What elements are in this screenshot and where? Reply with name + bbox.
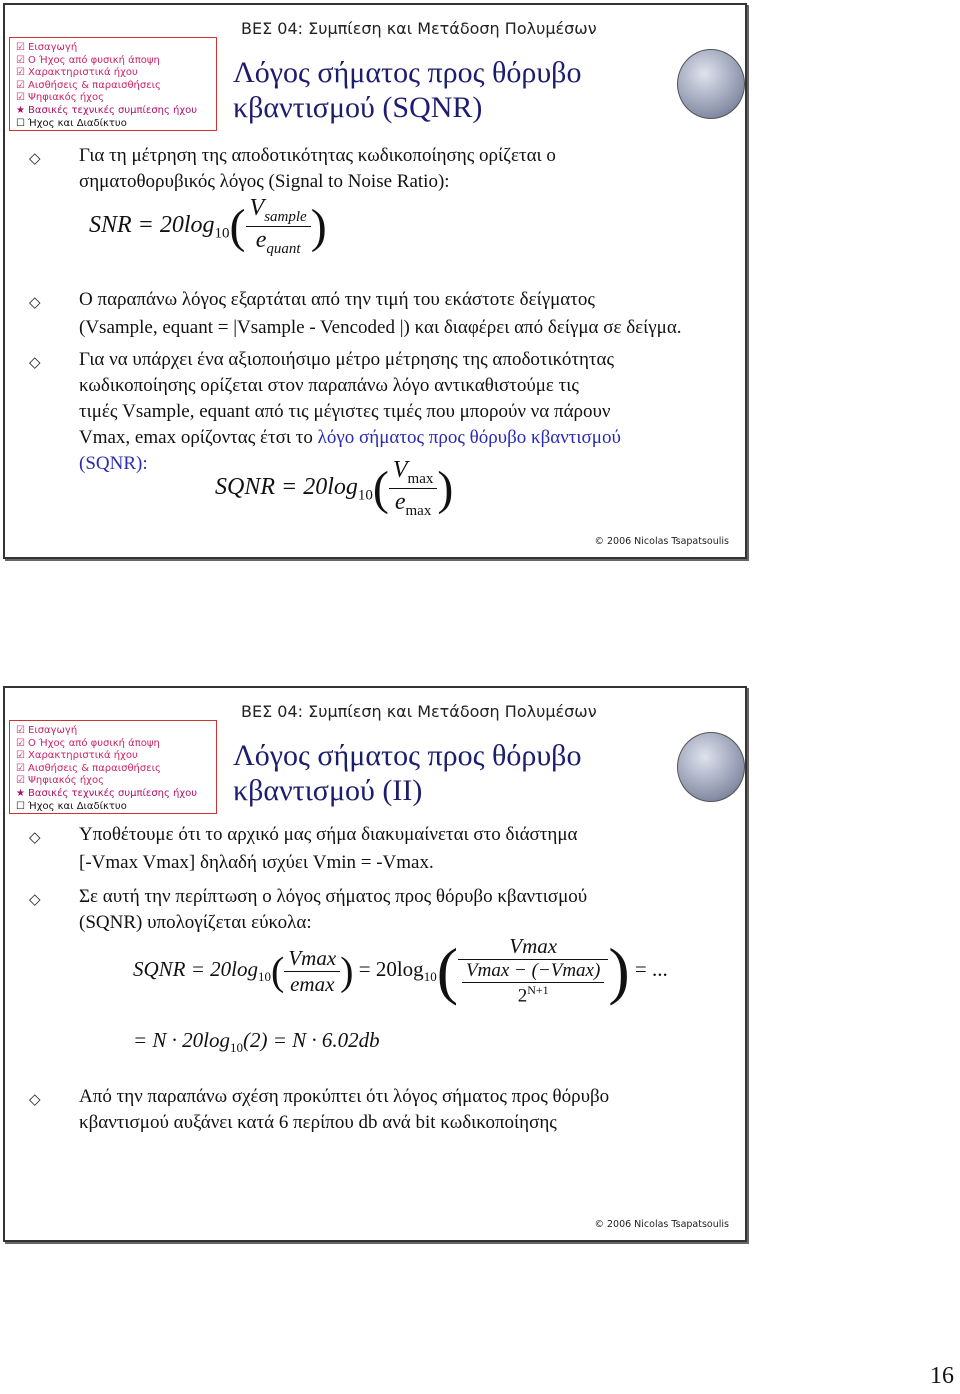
topic-navigation [9, 37, 217, 131]
slide-2: ΒΕΣ 04: Συμπίεση και Μετάδοση Πολυμέσων ☑ Εισαγωγή ☑ Ο Ήχος από φυσική άποψη ☑ Χαρακτηριστικά ήχου ☑ Αισθήσεις & παραισθήσεις ☑ Ψηφιακός ήχος ★ Βασικές τεχνικές συμπίεσης ήχου ☐ Ήχος και Διαδίκτυο Λόγος σήματος προς θόρυβο κβαντισμού (II) ◇ Υποθέτουμε ότι το αρχικό μας σήμα διακυμαίνεται στο διάστημα [-Vmax Vmax] δηλαδή ισχύει Vmin = -Vmax. ◇ Σε αυτή την περίπτωση ο λόγος σήματος προς θόρυβο κβαντισμού (SQNR) υπολογίζεται εύκολα: SQNR = $20\log_{10}$( $\frac{Vmax}{emax}$ ) = $20\log_{10}$( $\frac{Vmax}{\frac{Vmax - (-Vmax)}{2^{N+1}}}$ ) = ... = $N \cdot 20\log_{10}(2) = N \cdot 6.02db$ ◇ Από την παραπάνω σχέση προκύπτει ότι λόγος σήματος προς θόρυβο κβαντισμού αυξάνει κατά 6 περίπου db ανά bit κωδικοποίησης © 2006 Nicolas Tsapatsoulis [3, 686, 747, 1242]
page-number: 16 [930, 1363, 954, 1389]
checkbox-icon: ☑ [16, 775, 25, 787]
coin-logo-icon [677, 49, 745, 119]
diamond-bullet-icon: ◇ [29, 355, 41, 371]
star-icon: ★ [16, 104, 25, 116]
sqnr-formula: SQNR = $20\log_{10}$( $\frac{V_{max}}{e_{max}}$ ) [215, 457, 454, 519]
checkbox-icon: ☑ [16, 725, 25, 736]
nav-item: ★ Βασικές τεχνικές συμπίεσης ήχου [16, 104, 198, 116]
diamond-bullet-icon: ◇ [29, 892, 41, 908]
nav-item: ☐ Ήχος και Διαδίκτυο [16, 117, 127, 129]
nav-item: ☑ Ψηφιακός ήχος [16, 92, 104, 104]
empty-checkbox-icon: ☐ [16, 117, 25, 129]
checkbox-icon: ☑ [16, 92, 25, 104]
nav-item: ☑ Ψηφιακός ήχος [16, 775, 104, 787]
nav-item: ☑ Αισθήσεις & παραισθήσεις [16, 79, 161, 91]
nav-item: ☑ Χαρακτηριστικά ήχου [16, 67, 138, 79]
snr-formula: SNR = $20\log_{10}$( $\frac{V_{sample}}{e_{quant}}$ ) [89, 195, 327, 257]
diamond-bullet-icon: ◇ [29, 830, 41, 846]
checkbox-icon: ☑ [16, 67, 25, 79]
checkbox-icon: ☑ [16, 42, 25, 53]
diamond-bullet-icon: ◇ [29, 151, 41, 167]
slide-1: ΒΕΣ 04: Συμπίεση και Μετάδοση Πολυμέσων ☑ Εισαγωγή ☑ Ο Ήχος από φυσική άποψη ☑ Χαρακτηριστικά ήχου ☑ Αισθήσεις & παραισθήσεις ☑ Ψηφιακός ήχος ★ Βασικές τεχνικές συμπίεσης ήχου ☐ Ήχος και Διαδίκτυο Λόγος σήματος προς θόρυβο κβαντισμού (SQNR) ◇ Για τη μέτρηση της αποδοτικότητας κωδικοποίησης ορίζεται ο σηματοθορυβικός λόγος (Signal to Noise Ratio): SNR = $20\log_{10}$( $\frac{V_{sample}}{e_{quant}}$ ) ◇ Ο παραπάνω λόγος εξαρτάται από την τιμή του εκάστοτε δείγματος (Vsample, equant = |Vsample - Vencoded |) και διαφέρει από δείγμα σε δείγμα. ◇ Για να υπάρχει ένα αξιοποιήσιμο μέτρο μέτρησης της αποδοτικότητας κωδικοποίησης ορίζεται στον παραπάνω λόγο αντικαθιστούμε τις τιμές Vsample, equant από τις μέγιστες τιμές που μπορούν να πάρουν Vmax, emax ορίζοντας έτσι το λόγο σήματος προς θόρυβο κβαντισμού (SQNR): SQNR = $20\log_{10}$( $\frac{V_{max}}{e_{max}}$ ) © 2006 Nicolas Tsapatsoulis [3, 3, 747, 559]
star-icon: ★ [16, 787, 25, 799]
nav-item: ☐ Ήχος και Διαδίκτυο [16, 800, 127, 812]
topic-navigation [9, 720, 217, 814]
diamond-bullet-icon: ◇ [29, 295, 41, 311]
empty-checkbox-icon: ☐ [16, 800, 25, 812]
nav-item: ☑ Ο Ήχος από φυσική άποψη [16, 54, 160, 66]
nav-item: ☑ Εισαγωγή [16, 725, 78, 736]
copyright: © 2006 Nicolas Tsapatsoulis [594, 1219, 729, 1230]
course-title: ΒΕΣ 04: Συμπίεση και Μετάδοση Πολυμέσων [241, 702, 597, 721]
copyright: © 2006 Nicolas Tsapatsoulis [594, 536, 729, 547]
sqnr-derivation-formula: SQNR = $20\log_{10}$( $\frac{Vmax}{emax}$ ) = $20\log_{10}$( $\frac{Vmax}{\frac{Vmax - (-Vmax)}{2^{N+1}}}$ ) = ... [133, 934, 668, 1007]
sqnr-result-formula: = $N \cdot 20\log_{10}(2) = N \cdot 6.02db$ [133, 1028, 380, 1056]
slide-title: Λόγος σήματος προς θόρυβο κβαντισμού (SQNR) [233, 56, 582, 124]
nav-item: ☑ Χαρακτηριστικά ήχου [16, 750, 138, 762]
checkbox-icon: ☑ [16, 737, 25, 749]
nav-item: ☑ Εισαγωγή [16, 42, 78, 53]
checkbox-icon: ☑ [16, 750, 25, 762]
checkbox-icon: ☑ [16, 54, 25, 66]
checkbox-icon: ☑ [16, 79, 25, 91]
slide-title: Λόγος σήματος προς θόρυβο κβαντισμού (II) [233, 739, 582, 807]
course-title: ΒΕΣ 04: Συμπίεση και Μετάδοση Πολυμέσων [241, 19, 597, 38]
nav-item: ☑ Αισθήσεις & παραισθήσεις [16, 762, 161, 774]
coin-logo-icon [677, 732, 745, 802]
checkbox-icon: ☑ [16, 762, 25, 774]
diamond-bullet-icon: ◇ [29, 1092, 41, 1108]
nav-item: ☑ Ο Ήχος από φυσική άποψη [16, 737, 160, 749]
nav-item: ★ Βασικές τεχνικές συμπίεσης ήχου [16, 787, 198, 799]
